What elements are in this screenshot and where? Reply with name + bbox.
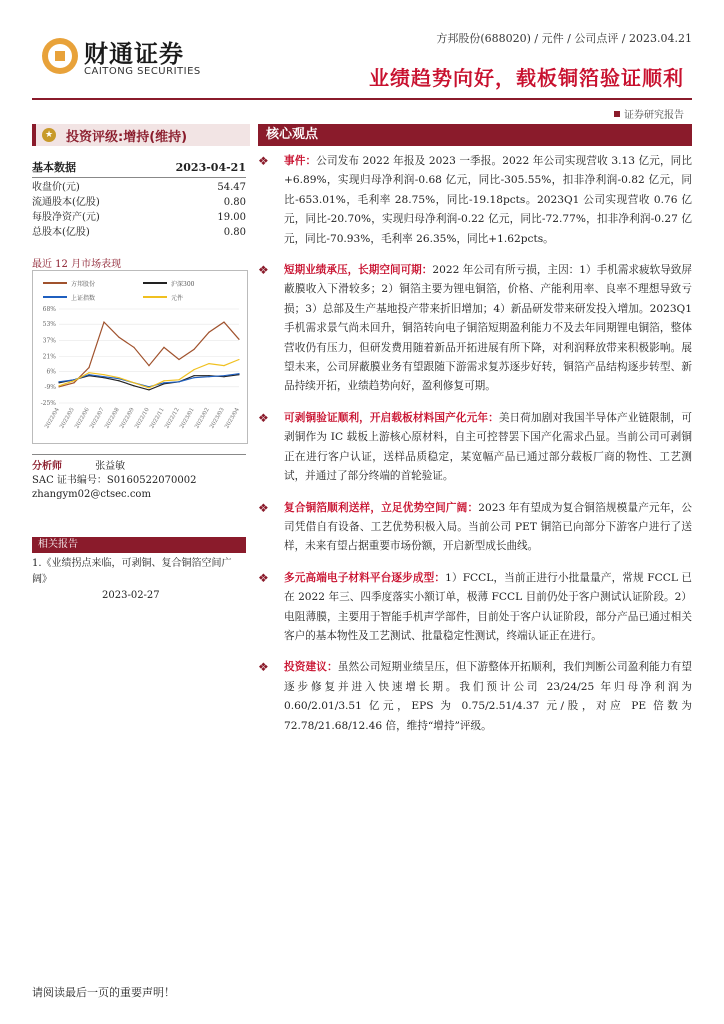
row-value: 0.80 (223, 197, 246, 208)
list-item (258, 658, 692, 736)
data-point (208, 376, 209, 377)
market-performance-label: 最近 12 月市场表现 (32, 259, 122, 270)
data-point (178, 359, 179, 360)
data-point (58, 381, 59, 382)
square-bullet-icon (614, 111, 620, 117)
row-label: 总股本(亿股) (32, 227, 90, 238)
row-value: 0.80 (223, 227, 246, 238)
bullet-heading: 可剥铜验证顺利，开启载板材料国产化元年： (284, 411, 499, 424)
bullet-text: 虽然公司短期业绩呈压，但下游整体开拓顺利，我们判断公司盈利能力有望逐步修复并进入快速增长期。我们预计公司 23/24/25 年归母净利润为 0.60/2.01/3.51 亿元，EPS 为 0.75/2.51/4.37 元/股，对应 PE 倍数为 72.78/21.68/12.46 倍，维持“增持”评级。 (284, 661, 692, 732)
rating-text: 投资评级:增持(维持) (66, 129, 188, 145)
data-point (88, 374, 89, 375)
related-report-date: 2023-02-27 (102, 590, 160, 601)
sac-number: SAC 证书编号：S0160522070002 (32, 475, 197, 486)
y-tick-label: 53% (42, 321, 56, 329)
x-tick-label: 2022/05 (59, 407, 76, 430)
data-point (118, 337, 119, 338)
list-item (258, 569, 692, 647)
diamond-bullet-icon: ❖ (258, 570, 269, 585)
core-views-list (258, 152, 692, 748)
analyst-label: 分析师 (32, 461, 62, 472)
row-label: 流通股本(亿股) (32, 197, 100, 208)
data-point (193, 375, 194, 376)
list-item (258, 261, 692, 397)
data-point (193, 369, 194, 370)
analyst-name: 张益敏 (95, 461, 126, 472)
bullet-text: 公司发布 2022 年报及 2023 一季报。2022 年公司实现营收 3.13 亿元，同比+6.89%，实现归母净利润-0.68 亿元，同比-305.55%，扣非净利润-0.82 亿元，同比-653.01%，毛利率 28.75%，同比-19.18pcts。2023Q1 公司实现营收 0.76 亿元，同比-20.70%，实现归母净利润-0.22 亿元，同比-72.77%，扣非净利润-0.27 亿元，同比-70.93%，毛利率 26.35%，同比+1.62pcts。 (284, 155, 693, 245)
data-point (148, 365, 149, 366)
data-point (73, 380, 74, 381)
analyst-email[interactable]: zhangym02@ctsec.com (32, 489, 151, 500)
data-point (148, 387, 149, 388)
diamond-bullet-icon: ❖ (258, 500, 269, 515)
legend-label: 方邦股份 (71, 281, 96, 288)
legend-label: 沪深300 (171, 281, 195, 288)
diamond-bullet-icon: ❖ (258, 660, 269, 675)
bullet-text: 2023 年有望成为复合铜箔规模量产元年，公司凭借自有设备、工艺优势积极入局。当前公司 PET 铜箔已向部分下游客户进行了送样，未来有望占据重要市场份额，开启新型成长曲线。 (284, 501, 693, 553)
core-views-header: 核心观点 (258, 124, 692, 146)
diamond-bullet-icon: ❖ (258, 263, 269, 278)
basic-data-title: 基本数据 (32, 161, 76, 174)
data-point (223, 375, 224, 376)
data-point (238, 373, 239, 374)
data-point (178, 381, 179, 382)
x-tick-label: 2022/11 (149, 407, 166, 430)
row-label: 每股净资产(元) (32, 212, 100, 223)
related-reports-list (32, 556, 246, 604)
basic-data-header (32, 160, 246, 178)
y-tick-label: 21% (42, 353, 56, 361)
analyst-line (32, 460, 246, 474)
y-tick-label: -9% (44, 383, 56, 391)
row-label: 收盘价(元) (32, 182, 80, 193)
data-point (163, 347, 164, 348)
row-value: 54.47 (217, 182, 246, 193)
data-point (148, 389, 149, 390)
bullet-heading: 多元高端电子材料平台逐步成型： (284, 571, 446, 584)
data-point (103, 376, 104, 377)
data-point (238, 359, 239, 360)
related-report-item[interactable]: 1.《业绩拐点来临，可剥铜、复合铜箔空间广阔》 (32, 558, 232, 585)
bullet-text: 美日荷加剧对我国半导体产业链限制，可剥铜作为 IC 载板上游核心原材料，自主可控替罢下国产化需求凸显。当前公司可剥铜正在进行客户认证，送样品质稳定，某宽幅产品已通过部分载板厂商的物性、工艺测试，并通过了部分终端的首轮验证。 (284, 411, 692, 483)
logo-name-cn: 财通证券 (84, 40, 184, 68)
data-point (133, 385, 134, 386)
data-point (118, 377, 119, 378)
bullet-heading: 复合铜箔顺利送样，立足优势空间广阔： (284, 501, 479, 514)
x-tick-label: 2023/03 (209, 407, 226, 430)
report-title: 业绩趋势向好，载板铜箔验证顺利 (369, 66, 684, 90)
data-point (103, 374, 104, 375)
analyst-divider (32, 454, 246, 455)
data-point (193, 377, 194, 378)
data-point (88, 372, 89, 373)
table-row (32, 180, 246, 195)
data-point (208, 363, 209, 364)
basic-data-date: 2023-04-21 (175, 161, 246, 174)
logo-name-en: CAITONG SECURITIES (84, 66, 201, 77)
data-point (208, 332, 209, 333)
table-row (32, 225, 246, 240)
chart-svg (33, 271, 247, 443)
disclaimer-note: 请阅读最后一页的重要声明！ (32, 986, 175, 999)
data-point (58, 385, 59, 386)
header-divider (32, 98, 692, 100)
bullet-heading: 投资建议： (284, 661, 338, 674)
related-reports-header: 相关报告 (32, 537, 246, 553)
diamond-bullet-icon: ❖ (258, 154, 269, 168)
x-tick-label: 2022/06 (74, 407, 91, 430)
market-performance-chart (32, 270, 248, 444)
data-point (223, 322, 224, 323)
list-item (258, 499, 692, 557)
y-tick-label: 6% (46, 368, 56, 376)
report-type-label: 证券研究报告 (624, 110, 684, 121)
data-point (73, 382, 74, 383)
row-value: 19.00 (217, 212, 246, 223)
data-point (133, 347, 134, 348)
diamond-bullet-icon: ❖ (258, 410, 269, 425)
data-point (133, 382, 134, 383)
x-tick-label: 2022/07 (89, 407, 106, 430)
data-point (178, 379, 179, 380)
table-row (32, 195, 246, 210)
data-point (193, 349, 194, 350)
x-tick-label: 2022/08 (104, 407, 121, 430)
y-tick-label: -25% (40, 400, 56, 407)
y-tick-label: 37% (42, 337, 56, 345)
list-item (258, 152, 692, 249)
data-point (118, 380, 119, 381)
rating-bar (32, 124, 250, 146)
table-row (32, 210, 246, 225)
report-type-tag (614, 106, 684, 121)
x-tick-label: 2023/02 (194, 407, 211, 430)
list-item (258, 409, 692, 487)
y-tick-label: 68% (42, 306, 56, 313)
data-point (103, 322, 104, 323)
analyst-block (32, 460, 246, 502)
bullet-heading: 事件： (284, 155, 317, 167)
bullet-heading: 短期业绩承压，长期空间可期： (284, 264, 433, 277)
bullet-text: 1）FCCL，当前正进行小批量量产，常规 FCCL 已在 2022 年三、四季度落实小额订单，极薄 FCCL 目前仍处于客户测试认证阶段。2）电阻薄膜，主要用于智能手机声学部件，目前处于客户认证阶段，部分产品已通过相关客户的基本物性及工艺测试、批量稳定性测试，终端认证正在进行。 (284, 571, 692, 642)
x-tick-label: 2023/04 (224, 407, 241, 430)
data-point (163, 380, 164, 381)
legend-label: 元件 (171, 295, 184, 302)
logo-emblem-icon (40, 34, 80, 78)
legend-label: 上证指数 (71, 295, 96, 302)
x-tick-label: 2022/04 (44, 407, 61, 430)
basic-data-table (32, 160, 246, 240)
medal-icon: ★ (42, 128, 56, 142)
x-tick-label: 2022/12 (164, 407, 181, 430)
series-line (59, 360, 239, 388)
x-tick-label: 2022/09 (119, 407, 136, 430)
data-point (223, 365, 224, 366)
report-meta: 方邦股份(688020) / 元件 / 公司点评 / 2023.04.21 (436, 32, 692, 45)
bullet-text: 2022 年公司有所亏损，主因：1）手机需求疲软导致屏蔽膜收入下滑较多；2）铜箔主要为锂电铜箔，价格、产能利用率、良率不理想导致亏损；3）总部及生产基地投产带来折旧增加；4）新品研发带来研发投入增加。2023Q1 手机需求景气尚未回升，铜箔转向电子铜箔短期盈利能力不及去年同期锂电铜箔，整体营收仍有压力，但研发费用随着新品开拓进展有所下降，对利润释放带来积极影响。展望未来，公司屏蔽膜业务有望跟随下游需求复苏逐步好转，铜箔产品结构逐步转型、新品持续开拓，业绩趋势向好，盈利修复可期。 (284, 264, 692, 393)
data-point (88, 367, 89, 368)
x-tick-label: 2023/01 (179, 407, 196, 430)
data-point (163, 382, 164, 383)
x-tick-label: 2022/10 (134, 407, 151, 430)
data-point (238, 339, 239, 340)
